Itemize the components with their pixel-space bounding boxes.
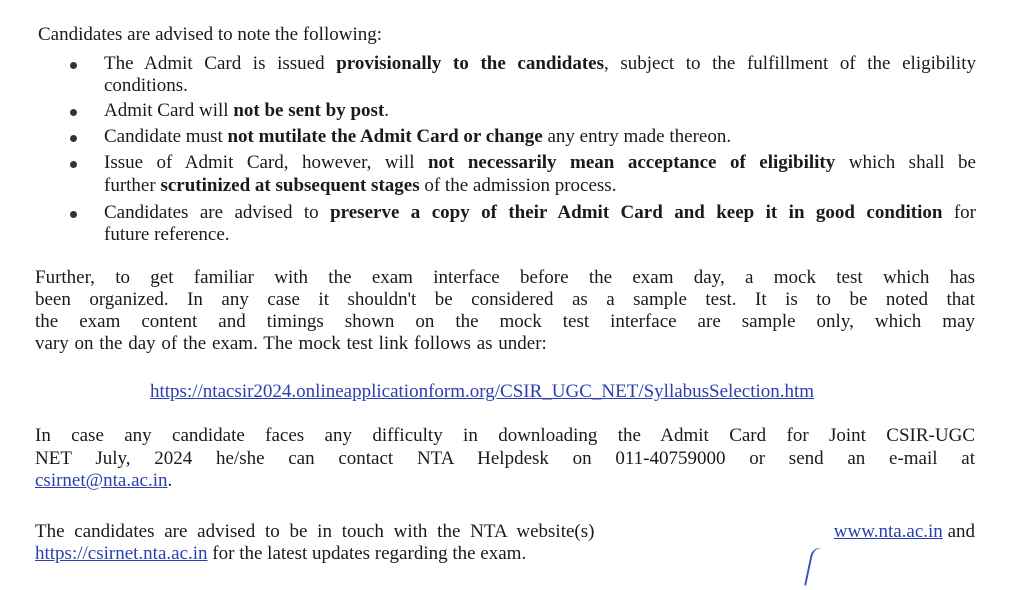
mock-test-link[interactable]: https://ntacsir2024.onlineapplicationform.org/CSIR_UGC_NET/SyllabusSelection.htm (150, 381, 815, 402)
text-segment: The Admit Card is issued (104, 53, 337, 74)
text-segment: conditions. (104, 75, 188, 96)
bullet-icon (70, 161, 77, 168)
list-item-line (104, 100, 389, 122)
paragraph-line: for the latest updates regarding the exam. (207, 543, 527, 564)
text-segment: Candidate must (104, 126, 228, 147)
emphasis-text: not be sent by post (233, 100, 385, 121)
paragraph-line: The candidates are advised to be in touch with the NTA website(s) (35, 521, 595, 542)
bullet-icon (70, 135, 77, 142)
paragraph-line: In case any candidate faces any difficulty in downloading the Admit Card for Joint CSIR-UGC (35, 425, 975, 446)
text-segment: further (104, 175, 161, 196)
paragraph-line: NET July, 2024 he/she can contact NTA Helpdesk on 011-40759000 or send an e-mail at (35, 448, 975, 469)
text-segment: of the admission process. (419, 175, 617, 196)
text-segment: any entry made thereon. (542, 126, 732, 147)
text-segment: for (942, 202, 977, 223)
and-text: and (947, 521, 975, 542)
text-segment: Candidates are advised to (104, 202, 331, 223)
email-link[interactable]: csirnet@nta.ac.in (35, 470, 168, 491)
nta-website-link[interactable]: www.nta.ac.in (833, 521, 943, 542)
emphasis-text: scrutinized at subsequent stages (160, 175, 420, 196)
list-item-line (104, 224, 230, 246)
paragraph-line: been organized. In any case it shouldn't be considered as a sample test. It is to be noted that (35, 289, 975, 310)
bullet-icon (70, 211, 77, 218)
list-item-line (104, 126, 731, 148)
text-segment: which shall be (835, 152, 976, 173)
list-item-line (104, 53, 976, 75)
text-segment: , subject to the fulfillment of the eligibility (603, 53, 976, 74)
bullet-icon (70, 62, 77, 69)
text-segment: Issue of Admit Card, however, will (104, 152, 428, 173)
csirnet-website-link[interactable]: https://csirnet.nta.ac.in (35, 543, 208, 564)
signature-mark (804, 546, 834, 590)
emphasis-text: not mutilate the Admit Card or change (227, 126, 543, 147)
period: . (167, 470, 173, 491)
paragraph-line: vary on the day of the exam. The mock test link follows as under: (35, 333, 547, 354)
list-item-line (104, 175, 616, 197)
emphasis-text: not necessarily mean acceptance of eligibility (427, 152, 836, 173)
paragraph-line: Further, to get familiar with the exam interface before the exam day, a mock test which has (35, 267, 975, 288)
text-segment: future reference. (104, 224, 230, 245)
list-item-line (104, 152, 976, 174)
paragraph-line: the exam content and timings shown on the mock test interface are sample only, which may (35, 311, 975, 332)
emphasis-text: provisionally to the candidates (336, 53, 604, 74)
list-item-line (104, 202, 976, 224)
bullet-icon (70, 109, 77, 116)
intro-text: Candidates are advised to note the following: (38, 24, 383, 45)
emphasis-text: preserve a copy of their Admit Card and keep it in good condition (330, 202, 943, 223)
list-item-line (104, 75, 188, 97)
text-segment: Admit Card will (104, 100, 234, 121)
text-segment: . (384, 100, 390, 121)
